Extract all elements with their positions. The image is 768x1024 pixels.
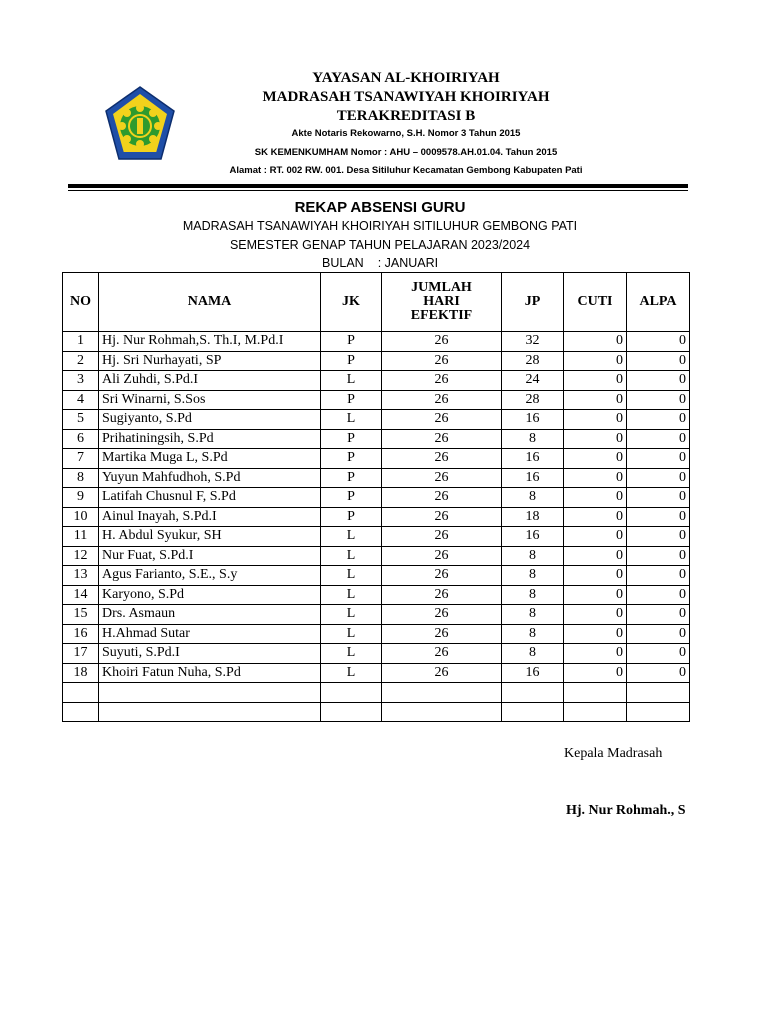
cell-jp: 28	[502, 390, 564, 410]
cell-nama: H.Ahmad Sutar	[99, 624, 321, 644]
cell-jk: L	[321, 410, 382, 430]
cell-hari: 26	[382, 332, 502, 352]
cell-hari: 26	[382, 449, 502, 469]
empty-cell	[564, 702, 627, 722]
cell-jp: 8	[502, 429, 564, 449]
cell-no: 3	[63, 371, 99, 391]
table-row	[63, 449, 690, 469]
cell-hari: 26	[382, 390, 502, 410]
cell-jk: L	[321, 605, 382, 625]
cell-cuti: 0	[564, 605, 627, 625]
cell-cuti: 0	[564, 371, 627, 391]
report-title: REKAP ABSENSI GURU	[294, 199, 466, 216]
table-row	[63, 644, 690, 664]
month-label: BULAN	[322, 256, 364, 270]
cell-nama: Martika Muga L, S.Pd	[99, 449, 321, 469]
cell-cuti: 0	[564, 468, 627, 488]
cell-nama: Drs. Asmaun	[99, 605, 321, 625]
cell-nama: Nur Fuat, S.Pd.I	[99, 546, 321, 566]
cell-jk: L	[321, 566, 382, 586]
table-row	[63, 585, 690, 605]
cell-cuti: 0	[564, 507, 627, 527]
signer-name: Hj. Nur Rohmah., S	[566, 803, 686, 818]
empty-row	[63, 702, 690, 722]
cell-hari: 26	[382, 507, 502, 527]
report-school: MADRASAH TSANAWIYAH KHOIRIYAH SITILUHUR GEMBONG PATI	[182, 219, 578, 233]
empty-cell	[382, 702, 502, 722]
cell-jk: P	[321, 332, 382, 352]
cell-jp: 8	[502, 585, 564, 605]
month-value: : JANUARI	[377, 256, 439, 270]
cell-hari: 26	[382, 605, 502, 625]
cell-jk: P	[321, 351, 382, 371]
table-row	[63, 429, 690, 449]
cell-cuti: 0	[564, 663, 627, 683]
cell-nama: Ali Zuhdi, S.Pd.I	[99, 371, 321, 391]
cell-jk: P	[321, 429, 382, 449]
foundation-name: YAYASAN AL-KHOIRIYAH	[312, 70, 500, 86]
table-row	[63, 351, 690, 371]
cell-alpa: 0	[627, 429, 690, 449]
cell-cuti: 0	[564, 488, 627, 508]
cell-alpa: 0	[627, 624, 690, 644]
cell-alpa: 0	[627, 488, 690, 508]
col-nama-header: NAMA	[99, 273, 321, 332]
cell-jk: P	[321, 390, 382, 410]
cell-no: 9	[63, 488, 99, 508]
cell-hari: 26	[382, 468, 502, 488]
cell-nama: Suyuti, S.Pd.I	[99, 644, 321, 664]
cell-nama: Hj. Nur Rohmah,S. Th.I, M.Pd.I	[99, 332, 321, 352]
empty-cell	[627, 683, 690, 703]
cell-no: 4	[63, 390, 99, 410]
cell-jp: 8	[502, 566, 564, 586]
table-row	[63, 624, 690, 644]
cell-hari: 26	[382, 624, 502, 644]
cell-hari: 26	[382, 351, 502, 371]
cell-hari: 26	[382, 546, 502, 566]
cell-jp: 8	[502, 624, 564, 644]
cell-cuti: 0	[564, 624, 627, 644]
table-row	[63, 332, 690, 352]
cell-alpa: 0	[627, 390, 690, 410]
cell-no: 16	[63, 624, 99, 644]
table-row	[63, 527, 690, 547]
cell-nama: Hj. Sri Nurhayati, SP	[99, 351, 321, 371]
cell-hari: 26	[382, 371, 502, 391]
empty-cell	[99, 683, 321, 703]
cell-alpa: 0	[627, 663, 690, 683]
cell-nama: Sri Winarni, S.Sos	[99, 390, 321, 410]
cell-alpa: 0	[627, 527, 690, 547]
cell-jp: 32	[502, 332, 564, 352]
empty-cell	[502, 683, 564, 703]
cell-nama: Agus Farianto, S.E., S.y	[99, 566, 321, 586]
cell-hari: 26	[382, 585, 502, 605]
cell-jk: L	[321, 546, 382, 566]
table-row	[63, 488, 690, 508]
cell-no: 8	[63, 468, 99, 488]
cell-no: 18	[63, 663, 99, 683]
cell-nama: Khoiri Fatun Nuha, S.Pd	[99, 663, 321, 683]
cell-alpa: 0	[627, 566, 690, 586]
table-row	[63, 566, 690, 586]
cell-no: 14	[63, 585, 99, 605]
sk-line: SK KEMENKUMHAM Nomor : AHU – 0009578.AH.01.04. Tahun 2015	[254, 147, 558, 158]
cell-hari: 26	[382, 644, 502, 664]
cell-cuti: 0	[564, 527, 627, 547]
empty-cell	[564, 683, 627, 703]
table-row	[63, 410, 690, 430]
cell-jp: 16	[502, 527, 564, 547]
cell-hari: 26	[382, 527, 502, 547]
table-row	[63, 546, 690, 566]
cell-no: 1	[63, 332, 99, 352]
cell-no: 5	[63, 410, 99, 430]
notary-line: Akte Notaris Rekowarno, S.H. Nomor 3 Tahun 2015	[291, 128, 521, 139]
empty-row	[63, 683, 690, 703]
cell-hari: 26	[382, 429, 502, 449]
empty-cell	[63, 683, 99, 703]
cell-jk: P	[321, 468, 382, 488]
cell-cuti: 0	[564, 332, 627, 352]
address-line: Alamat : RT. 002 RW. 001. Desa Sitiluhur Kecamatan Gembong Kabupaten Pati	[229, 165, 583, 176]
cell-jk: L	[321, 585, 382, 605]
cell-no: 11	[63, 527, 99, 547]
cell-no: 15	[63, 605, 99, 625]
cell-jp: 24	[502, 371, 564, 391]
cell-jp: 8	[502, 546, 564, 566]
table-header-row	[63, 273, 690, 332]
cell-nama: Sugiyanto, S.Pd	[99, 410, 321, 430]
cell-jk: L	[321, 527, 382, 547]
cell-nama: H. Abdul Syukur, SH	[99, 527, 321, 547]
cell-hari: 26	[382, 488, 502, 508]
cell-alpa: 0	[627, 605, 690, 625]
cell-alpa: 0	[627, 371, 690, 391]
cell-jk: L	[321, 644, 382, 664]
cell-alpa: 0	[627, 585, 690, 605]
cell-jp: 16	[502, 410, 564, 430]
table-row	[63, 390, 690, 410]
cell-jk: P	[321, 449, 382, 469]
table-row	[63, 605, 690, 625]
cell-cuti: 0	[564, 566, 627, 586]
cell-no: 13	[63, 566, 99, 586]
empty-cell	[321, 702, 382, 722]
table-row	[63, 507, 690, 527]
cell-hari: 26	[382, 663, 502, 683]
col-no-header: NO	[63, 273, 99, 332]
table-row	[63, 468, 690, 488]
col-jp-header: JP	[502, 273, 564, 332]
school-name: MADRASAH TSANAWIYAH KHOIRIYAH	[262, 89, 550, 105]
accreditation: TERAKREDITASI B	[336, 108, 476, 124]
cell-no: 17	[63, 644, 99, 664]
letterhead-divider	[68, 184, 688, 188]
cell-hari: 26	[382, 566, 502, 586]
cell-jp: 18	[502, 507, 564, 527]
cell-alpa: 0	[627, 332, 690, 352]
cell-nama: Prihatiningsih, S.Pd	[99, 429, 321, 449]
cell-no: 10	[63, 507, 99, 527]
table-row	[63, 371, 690, 391]
cell-cuti: 0	[564, 585, 627, 605]
report-month	[322, 256, 438, 270]
cell-jp: 8	[502, 644, 564, 664]
cell-jk: P	[321, 507, 382, 527]
col-hari-header: JUMLAH HARI EFEKTIF	[382, 273, 502, 332]
empty-cell	[99, 702, 321, 722]
cell-jk: L	[321, 624, 382, 644]
cell-no: 7	[63, 449, 99, 469]
empty-cell	[321, 683, 382, 703]
col-alpa-header: ALPA	[627, 273, 690, 332]
cell-nama: Yuyun Mahfudhoh, S.Pd	[99, 468, 321, 488]
cell-cuti: 0	[564, 449, 627, 469]
cell-cuti: 0	[564, 546, 627, 566]
attendance-table	[62, 272, 690, 722]
signature-title: Kepala Madrasah	[564, 746, 663, 761]
cell-alpa: 0	[627, 468, 690, 488]
cell-jp: 8	[502, 605, 564, 625]
cell-cuti: 0	[564, 429, 627, 449]
cell-no: 2	[63, 351, 99, 371]
cell-cuti: 0	[564, 644, 627, 664]
cell-jp: 16	[502, 449, 564, 469]
cell-alpa: 0	[627, 410, 690, 430]
letterhead-divider-thin	[68, 190, 688, 191]
cell-jk: L	[321, 371, 382, 391]
cell-alpa: 0	[627, 351, 690, 371]
cell-no: 12	[63, 546, 99, 566]
cell-jk: L	[321, 663, 382, 683]
cell-no: 6	[63, 429, 99, 449]
cell-jk: P	[321, 488, 382, 508]
empty-cell	[382, 683, 502, 703]
cell-jp: 16	[502, 468, 564, 488]
cell-alpa: 0	[627, 546, 690, 566]
empty-cell	[627, 702, 690, 722]
cell-nama: Ainul Inayah, S.Pd.I	[99, 507, 321, 527]
cell-alpa: 0	[627, 644, 690, 664]
school-emblem-icon	[104, 84, 176, 164]
col-jk-header: JK	[321, 273, 382, 332]
cell-jp: 28	[502, 351, 564, 371]
cell-alpa: 0	[627, 507, 690, 527]
cell-nama: Karyono, S.Pd	[99, 585, 321, 605]
cell-nama: Latifah Chusnul F, S.Pd	[99, 488, 321, 508]
cell-cuti: 0	[564, 390, 627, 410]
col-cuti-header: CUTI	[564, 273, 627, 332]
table-row	[63, 663, 690, 683]
cell-hari: 26	[382, 410, 502, 430]
cell-alpa: 0	[627, 449, 690, 469]
cell-cuti: 0	[564, 351, 627, 371]
cell-jp: 8	[502, 488, 564, 508]
report-semester: SEMESTER GENAP TAHUN PELAJARAN 2023/2024	[229, 238, 531, 252]
empty-cell	[63, 702, 99, 722]
cell-jp: 16	[502, 663, 564, 683]
cell-cuti: 0	[564, 410, 627, 430]
empty-cell	[502, 702, 564, 722]
